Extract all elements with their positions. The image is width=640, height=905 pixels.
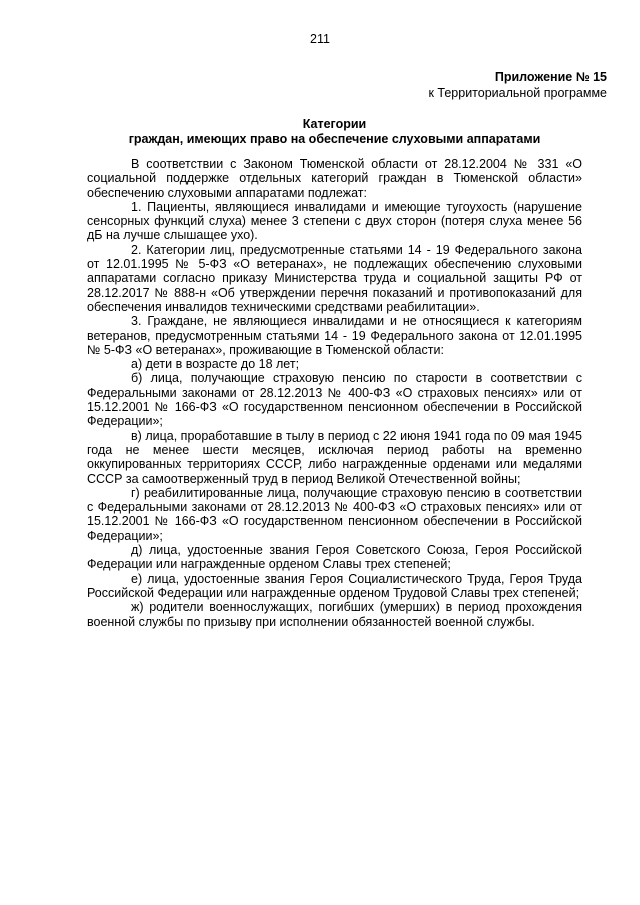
paragraph-item-3v: в) лица, проработавшие в тылу в период с 22 июня 1941 года по 09 мая 1945 года не менее шести месяцев, исключая период работы на временно оккупированных территориях СССР, либо награжденные орденами или медалями СССР за самоотверженный труд в период Великой Отечественной войны; (87, 428, 582, 486)
paragraph-item-3e: е) лица, удостоенные звания Героя Социалистического Труда, Героя Труда Российской Федерации или награжденные орденом Трудовой Славы трех степеней; (87, 571, 582, 600)
appendix-title: Приложение № 15 (494, 70, 607, 84)
heading-line-1: Категории (302, 117, 367, 131)
page-number: 211 (310, 32, 330, 46)
document-heading (87, 117, 582, 146)
paragraph-item-2: 2. Категории лиц, предусмотренные статьями 14 - 19 Федерального закона от 12.01.1995 № 5-ФЗ «О ветеранах», не подлежащих обеспечению слуховыми аппаратами согласно приказу Министерства труда и социальной защиты РФ от 28.12.2017 № 888-н «Об утверждении перечня показаний и противопоказаний для обеспечения инвалидов техническими средствами реабилитации». (87, 242, 582, 314)
paragraph-item-3d: д) лица, удостоенные звания Героя Советского Союза, Героя Российской Федерации или награжденные орденом Славы трех степеней; (87, 543, 582, 572)
paragraph-item-1: 1. Пациенты, являющиеся инвалидами и имеющие тугоухость (нарушение сенсорных функций слуха) менее 3 степени с двух сторон (потеря слуха менее 56 дБ на лучше слышащее ухо). (87, 199, 582, 243)
paragraph-item-3a: а) дети в возрасте до 18 лет; (131, 357, 300, 372)
paragraph-item-3g: г) реабилитированные лица, получающие страховую пенсию в соответствии с Федеральными законами от 28.12.2013 № 400-ФЗ «О страховых пенсиях» или от 15.12.2001 № 166-ФЗ «О государственном пенсионном обеспечении в Российской Федерации»; (87, 485, 582, 543)
heading-line-2: граждан, имеющих право на обеспечение слуховыми аппаратами (128, 131, 541, 146)
paragraph-intro: В соответствии с Законом Тюменской области от 28.12.2004 № 331 «О социальной поддержке отдельных категорий граждан в Тюменской области» обеспечению слуховыми аппаратами подлежат: (87, 157, 582, 200)
appendix-subtitle: к Территориальной программе (428, 86, 607, 100)
paragraph-item-3b: б) лица, получающие страховую пенсию по старости в соответствии с Федеральными законами от 28.12.2013 № 400-ФЗ «О страховых пенсиях» или от 15.12.2001 № 166-ФЗ «О государственном пенсионном обеспечении в Российской Федерации»; (87, 371, 582, 429)
appendix-header (428, 69, 607, 101)
paragraph-item-3zh: ж) родители военнослужащих, погибших (умерших) в период прохождения военной службы по призыву при исполнении обязанностей военной службы. (87, 600, 582, 629)
document-body (87, 157, 582, 629)
paragraph-item-3: 3. Граждане, не являющиеся инвалидами и не относящиеся к категориям ветеранов, предусмотренным статьями 14 - 19 Федерального закона от 12.01.1995 № 5-ФЗ «О ветеранах», проживающие в Тюменской области: (87, 314, 582, 357)
